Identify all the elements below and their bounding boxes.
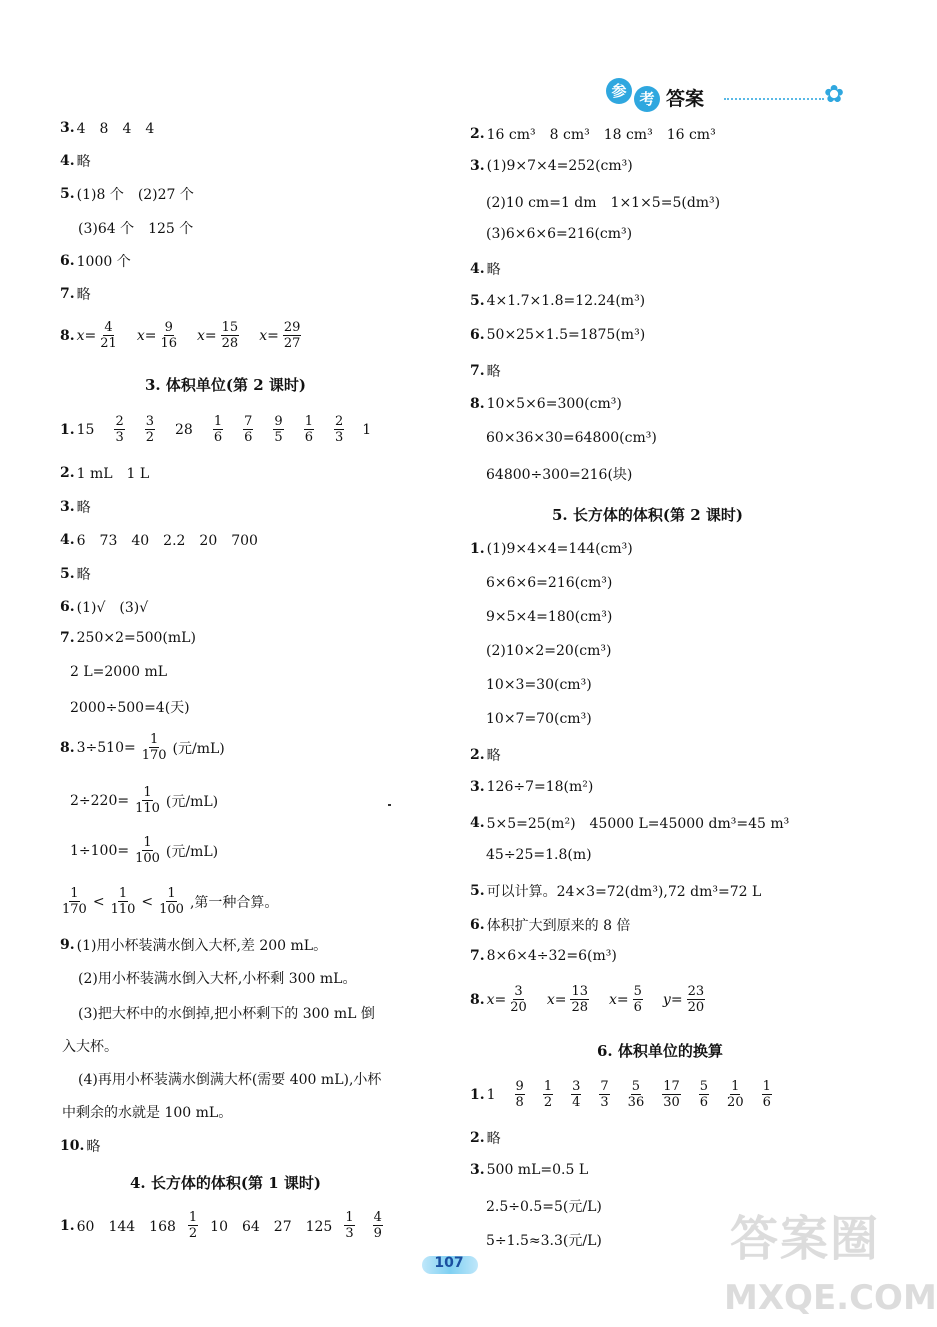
right-s6q3a: 3. 500 mL=0.5 L (470, 1162, 589, 1178)
fraction-denominator: 36 (627, 1095, 645, 1110)
fraction-denominator: 6 (213, 430, 223, 445)
fraction-numerator: 15 (221, 320, 239, 335)
header-title: 答案 (666, 88, 705, 110)
left-q5a: 5. (1)8 个 (2)27 个 (60, 186, 194, 203)
variable-label: x= (546, 991, 567, 1008)
right-s5q8: 8. x= $\frac{3}{20}$ x= $\frac{13}{28}$ x= $\frac{5}{6}$ y= $\frac{23}{20}$ (470, 984, 725, 1015)
section-title-6: 6. 体积单位的换算 (597, 1042, 723, 1060)
right-q4: 4. 略 (470, 261, 501, 278)
left-s4q1: 1. 60 144 168 $\frac{1}{2}$ 10 64 27 125 $\frac{1}{3}$ $\frac{4}{9}$ (60, 1210, 382, 1241)
right-q7: 7. 略 (470, 363, 501, 380)
fraction-denominator: 20 (687, 1000, 705, 1015)
fraction-numerator: 1 (213, 414, 223, 429)
fraction (687, 984, 706, 1015)
left-s3q7a: 7. 250×2=500(mL) (60, 630, 196, 646)
fraction (273, 414, 283, 445)
fraction (213, 414, 223, 445)
right-s5q7: 7. 8×6×4÷32=6(m³) (470, 948, 617, 964)
s3q1-fractions-b (203, 414, 354, 445)
right-s5q2: 2. 略 (470, 747, 501, 764)
fraction (334, 414, 344, 445)
fraction-denominator: 30 (663, 1095, 680, 1110)
fraction-denominator: 4 (572, 1095, 581, 1110)
fraction-numerator: 9 (164, 320, 173, 335)
right-s5q4b: 45÷25=1.8(m) (486, 847, 592, 863)
print-speck (388, 804, 391, 806)
flower-icon: ✿ (824, 80, 845, 108)
left-s3q8d: $\frac{1}{170}$ < $\frac{1}{110}$ < $\frac{1}{100}$ ,第一种合算。 (62, 886, 279, 917)
fraction-denominator: 20 (510, 1000, 527, 1015)
fraction (570, 984, 589, 1015)
left-q8-fractions (77, 320, 322, 351)
right-s6q3b: 2.5÷0.5=5(元/L) (486, 1199, 602, 1215)
right-s5q8-fractions (487, 984, 725, 1015)
left-s3q2: 2. 1 mL 1 L (60, 465, 150, 482)
left-q7: 7. 略 (60, 286, 91, 303)
left-s3q10: 10. 略 (60, 1138, 101, 1155)
fraction (633, 984, 643, 1015)
fraction (628, 1079, 645, 1110)
fraction-numerator: 1 (762, 1079, 771, 1094)
fraction-numerator: 7 (600, 1079, 609, 1094)
left-q3: 3. 4 8 4 4 (60, 120, 155, 137)
fraction-numerator: 3 (514, 984, 523, 999)
equation (137, 320, 181, 351)
left-q4: 4. 略 (60, 153, 91, 170)
fraction (543, 1079, 553, 1110)
right-s6q3c: 5÷1.5≈3.3(元/L) (486, 1233, 602, 1249)
variable-label: x= (609, 991, 629, 1008)
right-q8b: 60×36×30=64800(cm³) (486, 430, 657, 446)
fraction-denominator: 6 (762, 1095, 771, 1110)
fraction-numerator: 3 (145, 414, 155, 429)
fraction-numerator: 3 (572, 1079, 581, 1094)
left-s3q8c: 1÷100= $\frac{1}{100}$ (元/mL) (70, 835, 219, 866)
fraction-denominator: 6 (699, 1095, 709, 1110)
right-s5q1c: 9×5×4=180(cm³) (486, 609, 613, 625)
variable-label: y= (662, 991, 683, 1008)
fraction-numerator: 2 (115, 414, 124, 429)
right-s5q1b: 6×6×6=216(cm³) (486, 575, 613, 591)
variable-label: x= (486, 991, 507, 1008)
left-s3q9c2: 入大杯。 (62, 1039, 118, 1055)
watermark-logo: 答案圈 (730, 1211, 881, 1267)
fraction (145, 414, 155, 445)
right-s5q4a: 4. 5×5=25(m²) 45000 L=45000 dm³=45 m³ (470, 815, 790, 832)
left-s3q9b: (2)用小杯装满水倒入大杯,小杯剩 300 mL。 (78, 971, 357, 987)
fraction-denominator: 20 (727, 1095, 744, 1110)
variable-label: x= (259, 327, 279, 344)
equation (609, 984, 647, 1015)
fraction (762, 1079, 772, 1110)
answer-header (606, 72, 856, 122)
fraction-denominator: 3 (600, 1095, 609, 1110)
fraction-numerator: 1 (304, 414, 313, 429)
page-number-badge (404, 1252, 494, 1278)
fraction-denominator: 16 (160, 336, 177, 351)
header-bubble-kao: 考 (634, 86, 660, 112)
left-s3q1: 1. 15 $\frac{2}{3}$ $\frac{3}{2}$ 28 $\frac{1}{6}$ $\frac{7}{6}$ $\frac{9}{5}$ $\frac{1}{6}$ $\frac{2}{3}$ 1 (60, 414, 372, 445)
fraction-numerator: 17 (663, 1079, 680, 1094)
equation (259, 320, 305, 351)
equation (197, 320, 243, 351)
fraction-denominator: 2 (145, 430, 155, 445)
right-s5q1a: 1. (1)9×4×4=144(cm³) (470, 541, 633, 557)
fraction-denominator: 6 (304, 430, 313, 445)
fraction-numerator: 4 (104, 320, 113, 335)
left-s3q3: 3. 略 (60, 499, 91, 516)
right-s5q6: 6. 体积扩大到原来的 8 倍 (470, 917, 631, 934)
variable-label: x= (136, 327, 157, 344)
left-s3q8b: 2÷220= $\frac{1}{110}$ (元/mL) (70, 785, 219, 816)
fraction-numerator: 9 (515, 1079, 524, 1094)
fraction-denominator: 28 (221, 336, 239, 351)
right-q3a: 3. (1)9×7×4=252(cm³) (470, 158, 633, 174)
right-s5q1f: 10×7=70(cm³) (486, 711, 592, 727)
fraction-denominator: 28 (571, 1000, 588, 1015)
section-title-4: 4. 长方体的体积(第 1 课时) (130, 1174, 321, 1192)
fraction-denominator: 3 (334, 430, 344, 445)
fraction (221, 320, 240, 351)
fraction (571, 1079, 581, 1110)
s6q1-fractions (506, 1079, 781, 1110)
fraction-denominator: 6 (633, 1000, 642, 1015)
left-q8: 8. x= $\frac{4}{21}$ x= $\frac{9}{16}$ x= $\frac{15}{28}$ x= $\frac{29}{27}$ (60, 320, 321, 351)
watermark-url: MXQE.COM (724, 1278, 937, 1318)
equation (547, 984, 593, 1015)
fraction (100, 320, 117, 351)
fraction (599, 1079, 609, 1110)
fraction-numerator: 13 (571, 984, 588, 999)
equation (487, 984, 531, 1015)
right-q3b: (2)10 cm=1 dm 1×1×5=5(dm³) (486, 195, 721, 211)
page-number: 107 (434, 1255, 464, 1271)
fraction-denominator: 5 (274, 430, 283, 445)
fraction (662, 1079, 681, 1110)
header-bubble-can: 参 (606, 78, 632, 104)
left-s3q6: 6. (1)√ (3)√ (60, 599, 149, 616)
fraction-numerator: 9 (274, 414, 283, 429)
fraction (243, 414, 253, 445)
fraction (160, 320, 177, 351)
section-title-3: 3. 体积单位(第 2 课时) (145, 376, 306, 394)
fraction (304, 414, 314, 445)
left-q5b: (3)64 个 125 个 (78, 221, 194, 237)
fraction-numerator: 29 (283, 320, 301, 335)
right-s6q2: 2. 略 (470, 1130, 501, 1147)
fraction-numerator: 5 (699, 1079, 709, 1094)
left-s3q7b: 2 L=2000 mL (70, 664, 168, 680)
fraction-denominator: 3 (115, 430, 124, 445)
right-q8c: 64800÷300=216(块) (486, 467, 633, 483)
fraction (699, 1079, 709, 1110)
right-s5q1e: 10×3=30(cm³) (486, 677, 592, 693)
fraction (515, 1079, 525, 1110)
right-q3c: (3)6×6×6=216(cm³) (486, 226, 633, 242)
fraction-numerator: 2 (334, 414, 344, 429)
fraction (283, 320, 302, 351)
variable-label: x= (197, 327, 217, 344)
left-q6: 6. 1000 个 (60, 253, 131, 270)
right-s6q1: 1. 1 $\frac{9}{8}$ $\frac{1}{2}$ $\frac{3}{4}$ $\frac{7}{3}$ $\frac{5}{36}$ $\frac{17}{30}$ $\frac{5}{6}$ $\frac{1}{20}$ $\frac{1}{6}$ (470, 1079, 781, 1110)
s3q1-fractions-a (104, 414, 165, 445)
watermark (724, 1200, 937, 1320)
fraction-numerator: 1 (543, 1079, 553, 1094)
fraction-denominator: 27 (283, 336, 301, 351)
left-s3q9d2: 中剩余的水就是 100 mL。 (62, 1105, 233, 1121)
equation (77, 320, 121, 351)
left-s3q8a: 8. 3÷510= $\frac{1}{170}$ (元/mL) (60, 732, 225, 763)
fraction-numerator: 7 (244, 414, 253, 429)
right-s5q3: 3. 126÷7=18(m²) (470, 779, 594, 795)
fraction-denominator: 6 (244, 430, 253, 445)
fraction-denominator: 21 (100, 336, 117, 351)
right-q6: 6. 50×25×1.5=1875(m³) (470, 327, 646, 343)
left-s3q9c1: (3)把大杯中的水倒掉,把小杯剩下的 300 mL 倒 (78, 1006, 375, 1022)
fraction (727, 1079, 744, 1110)
fraction (510, 984, 527, 1015)
fraction (114, 414, 124, 445)
fraction-denominator: 8 (515, 1095, 524, 1110)
header-dotted-line (724, 98, 824, 102)
right-s5q1d: (2)10×2=20(cm³) (486, 643, 612, 659)
fraction-numerator: 1 (731, 1079, 740, 1094)
left-s3q9d1: (4)再用小杯装满水倒满大杯(需要 400 mL),小杯 (78, 1072, 382, 1088)
left-s3q7c: 2000÷500=4(天) (70, 700, 190, 716)
section-title-5: 5. 长方体的体积(第 2 课时) (552, 506, 743, 524)
fraction-numerator: 23 (687, 984, 705, 999)
fraction-numerator: 5 (631, 1079, 641, 1094)
right-q2: 2. 16 cm³ 8 cm³ 18 cm³ 16 cm³ (470, 126, 716, 143)
right-q5: 5. 4×1.7×1.8=12.24(m³) (470, 293, 646, 309)
right-q8a: 8. 10×5×6=300(cm³) (470, 396, 622, 412)
fraction-numerator: 5 (633, 984, 642, 999)
right-s5q5: 5. 可以计算。24×3=72(dm³),72 dm³=72 L (470, 883, 762, 900)
variable-label: x= (76, 327, 97, 344)
left-s3q4: 4. 6 73 40 2.2 20 700 (60, 532, 258, 549)
left-s3q5: 5. 略 (60, 566, 91, 583)
left-s3q9a: 9. (1)用小杯装满水倒入大杯,差 200 mL。 (60, 937, 328, 954)
equation (663, 984, 709, 1015)
fraction-denominator: 2 (543, 1095, 553, 1110)
